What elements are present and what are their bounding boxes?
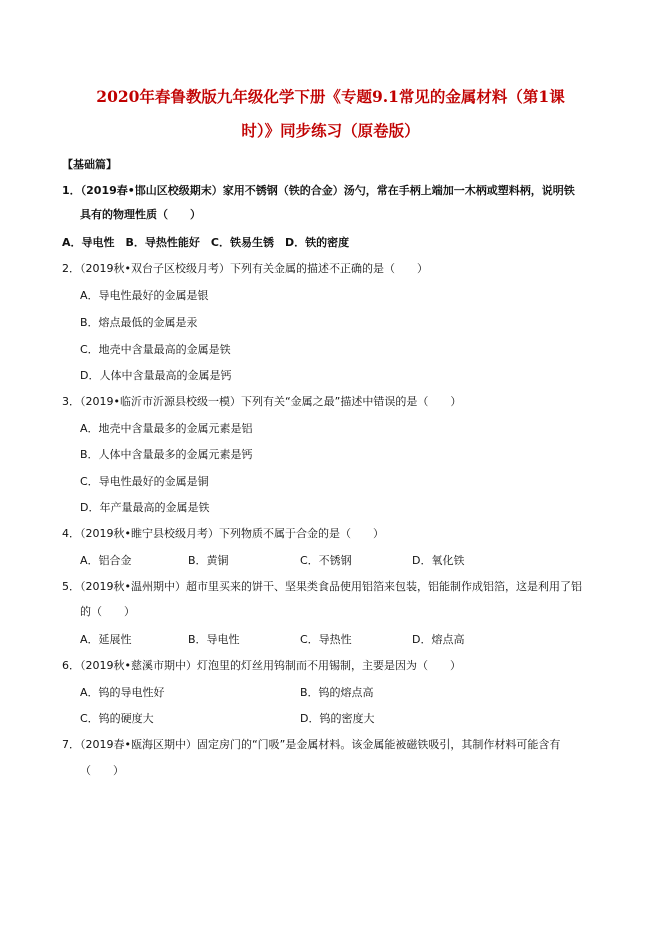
question-1-stem-line-1: 1．（2019春•邯山区校级期末）家用不锈钢（铁的合金）汤勺，常在手柄上端加一木柄或塑料柄，说明铁: [62, 184, 575, 197]
question-3-option-b: B．人体中含量最多的金属元素是钙: [80, 448, 253, 461]
question-5-option-a: A．延展性: [80, 633, 132, 646]
question-5-stem-line-1: 5．（2019秋•温州期中）超市里买来的饼干、坚果类食品使用铝箔来包装，铝能制作成铝箔，这是利用了铝: [62, 580, 582, 593]
question-7-stem-line-1: 7．（2019春•瓯海区期中）固定房门的“门吸”是金属材料。该金属能被磁铁吸引，其制作材料可能含有: [62, 738, 561, 751]
question-6-option-b: B．钨的熔点高: [300, 686, 374, 699]
question-4-option-c: C．不锈钢: [300, 554, 352, 567]
question-7-stem-line-2: （ ）: [80, 764, 124, 777]
question-4-option-b: B．黄铜: [188, 554, 229, 567]
document-title-line-2: 时）》同步练习（原卷版）: [241, 121, 420, 140]
question-6-option-a: A．钨的导电性好: [80, 686, 165, 699]
question-3-option-c: C．导电性最好的金属是铜: [80, 475, 209, 488]
question-1-options: A．导电性 B．导热性能好 C．铁易生锈 D．铁的密度: [62, 236, 350, 249]
question-2-option-a: A．导电性最好的金属是银: [80, 289, 209, 302]
question-5-stem-line-2: 的（ ）: [80, 605, 135, 618]
question-6-option-d: D．钨的密度大: [300, 712, 375, 725]
question-3-option-a: A．地壳中含量最多的金属元素是铝: [80, 422, 253, 435]
question-2-option-d: D．人体中含量最高的金属是钙: [80, 369, 232, 382]
question-3-option-d: D．年产量最高的金属是铁: [80, 501, 210, 514]
document-title-line-1: 2020年春鲁教版九年级化学下册《专题9.1常见的金属材料（第1课: [96, 87, 565, 106]
question-4-option-d: D．氧化铁: [412, 554, 465, 567]
question-1-stem-line-2: 具有的物理性质（ ）: [80, 208, 201, 221]
question-5-option-b: B．导电性: [188, 633, 240, 646]
question-3-stem: 3．（2019•临沂市沂源县校级一模）下列有关“金属之最”描述中错误的是（ ）: [62, 395, 462, 408]
question-5-option-c: C．导热性: [300, 633, 352, 646]
question-2-stem: 2．（2019秋•双台子区校级月考）下列有关金属的描述不正确的是（ ）: [62, 262, 428, 275]
question-2-option-c: C．地壳中含量最高的金属是铁: [80, 343, 231, 356]
question-4-stem: 4．（2019秋•睢宁县校级月考）下列物质不属于合金的是（ ）: [62, 527, 384, 540]
question-6-option-c: C．钨的硬度大: [80, 712, 154, 725]
question-2-option-b: B．熔点最低的金属是汞: [80, 316, 198, 329]
question-6-stem: 6．（2019秋•慈溪市期中）灯泡里的灯丝用钨制而不用锡制，主要是因为（ ）: [62, 659, 461, 672]
question-4-option-a: A．铝合金: [80, 554, 132, 567]
section-heading: 【基础篇】: [62, 158, 117, 171]
question-5-option-d: D．熔点高: [412, 633, 465, 646]
